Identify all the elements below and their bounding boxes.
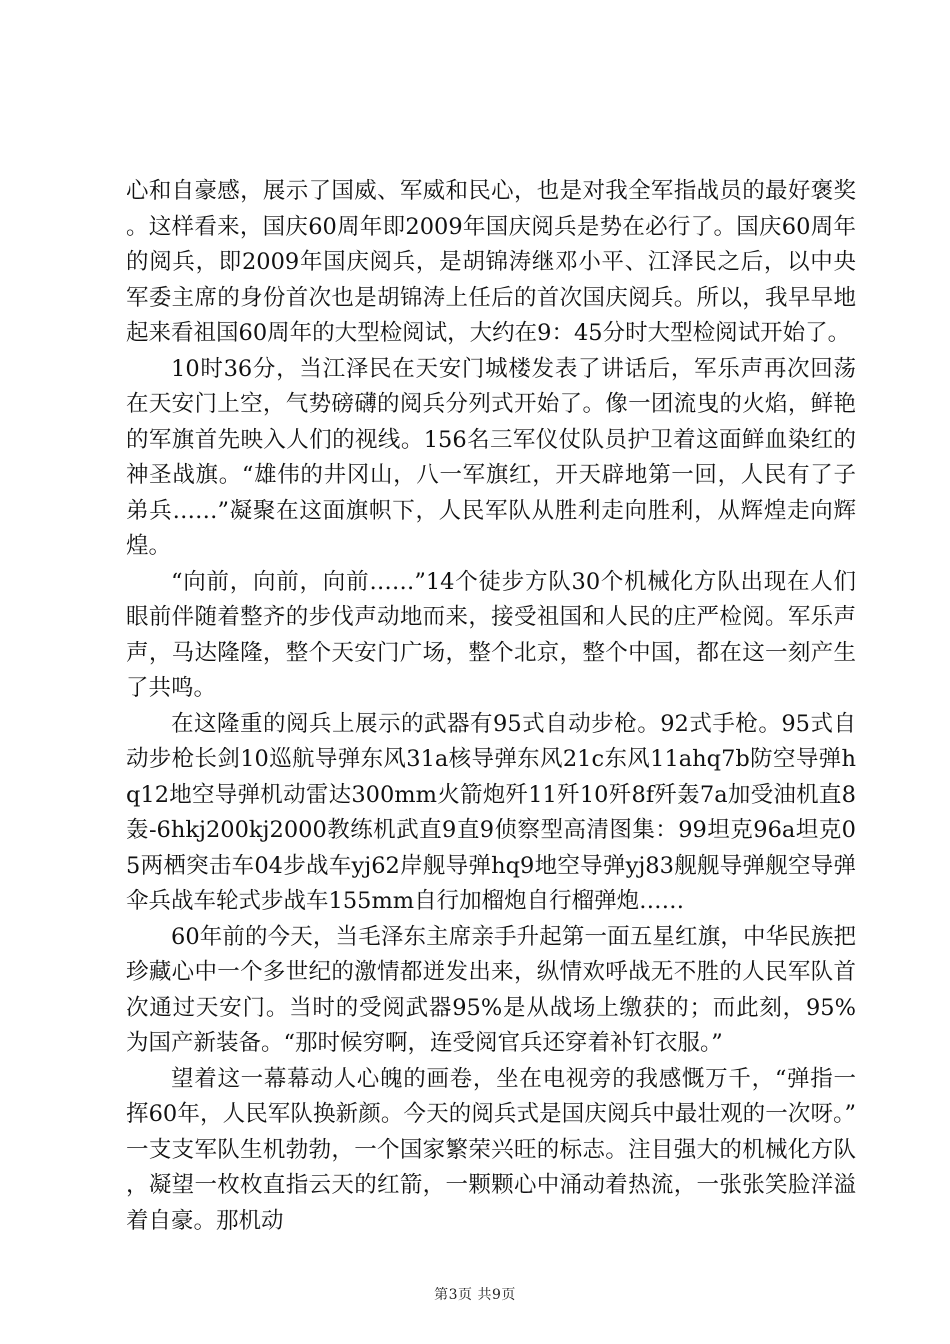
document-body [126,174,856,1239]
paragraph-6: 望着这一幕幕动人心魄的画卷，坐在电视旁的我感慨万千，“弹指一挥60年，人民军队换新颜。今天的阅兵式是国庆阅兵中最壮观的一次呀。”一支支军队生机勃勃，一个国家繁荣兴旺的标志。注目强大的机械化方队，凝望一枚枚直指云天的红箭，一颗颗心中涌动着热流，一张张笑脸洋溢着自豪。那机动 [126,1065,856,1234]
page-number-footer: 第3页 共9页 [434,1287,516,1303]
paragraph-3: “向前，向前，向前……”14个徒步方队30个机械化方队出现在人们眼前伴随着整齐的步伐声动地而来，接受祖国和人民的庄严检阅。军乐声声，马达隆隆，整个天安门广场，整个北京，整个中国，都在这一刻产生了共鸣。 [126,568,856,701]
paragraph-4: 在这隆重的阅兵上展示的武器有95式自动步枪。92式手枪。95式自动步枪长剑10巡航导弹东风31a核导弹东风21c东风11ahq7b防空导弹hq12地空导弹机动雷达300mm火箭炮歼11歼10歼8f歼轰7a加受油机直8轰-6hkj200kj2000教练机武直9直9侦察型高清图集：99坦克96a坦克05两栖突击车04步战车yj62岸舰导弹hq9地空导弹yj83舰舰导弹舰空导弹伞兵战车轮式步战车155mm自行加榴炮自行榴弹炮…… [126,710,856,914]
paragraph-5: 60年前的今天，当毛泽东主席亲手升起第一面五星红旗，中华民族把珍藏心中一个多世纪的激情都迸发出来，纵情欢呼战无不胜的人民军队首次通过天安门。当时的受阅武器95%是从战场上缴获的；而此刻，95%为国产新装备。“那时候穷啊，连受阅官兵还穿着补钉衣服。” [126,923,856,1056]
paragraph-1: 心和自豪感，展示了国威、军威和民心，也是对我全军指战员的最好褒奖。这样看来，国庆60周年即2009年国庆阅兵是势在必行了。国庆60周年的阅兵，即2009年国庆阅兵，是胡锦涛继邓小平、江泽民之后，以中央军委主席的身份首次也是胡锦涛上任后的首次国庆阅兵。所以，我早早地起来看祖国60周年的大型检阅试，大约在9：45分时大型检阅试开始了。 [126,178,856,346]
paragraph-2: 10时36分，当江泽民在天安门城楼发表了讲话后，军乐声再次回荡在天安门上空，气势磅礴的阅兵分列式开始了。像一团流曳的火焰，鲜艳的军旗首先映入人们的视线。156名三军仪仗队员护卫着这面鲜血染红的神圣战旗。“雄伟的井冈山，八一军旗红，开天辟地第一回，人民有了子弟兵……”凝聚在这面旗帜下，人民军队从胜利走向胜利，从辉煌走向辉煌。 [126,355,856,559]
